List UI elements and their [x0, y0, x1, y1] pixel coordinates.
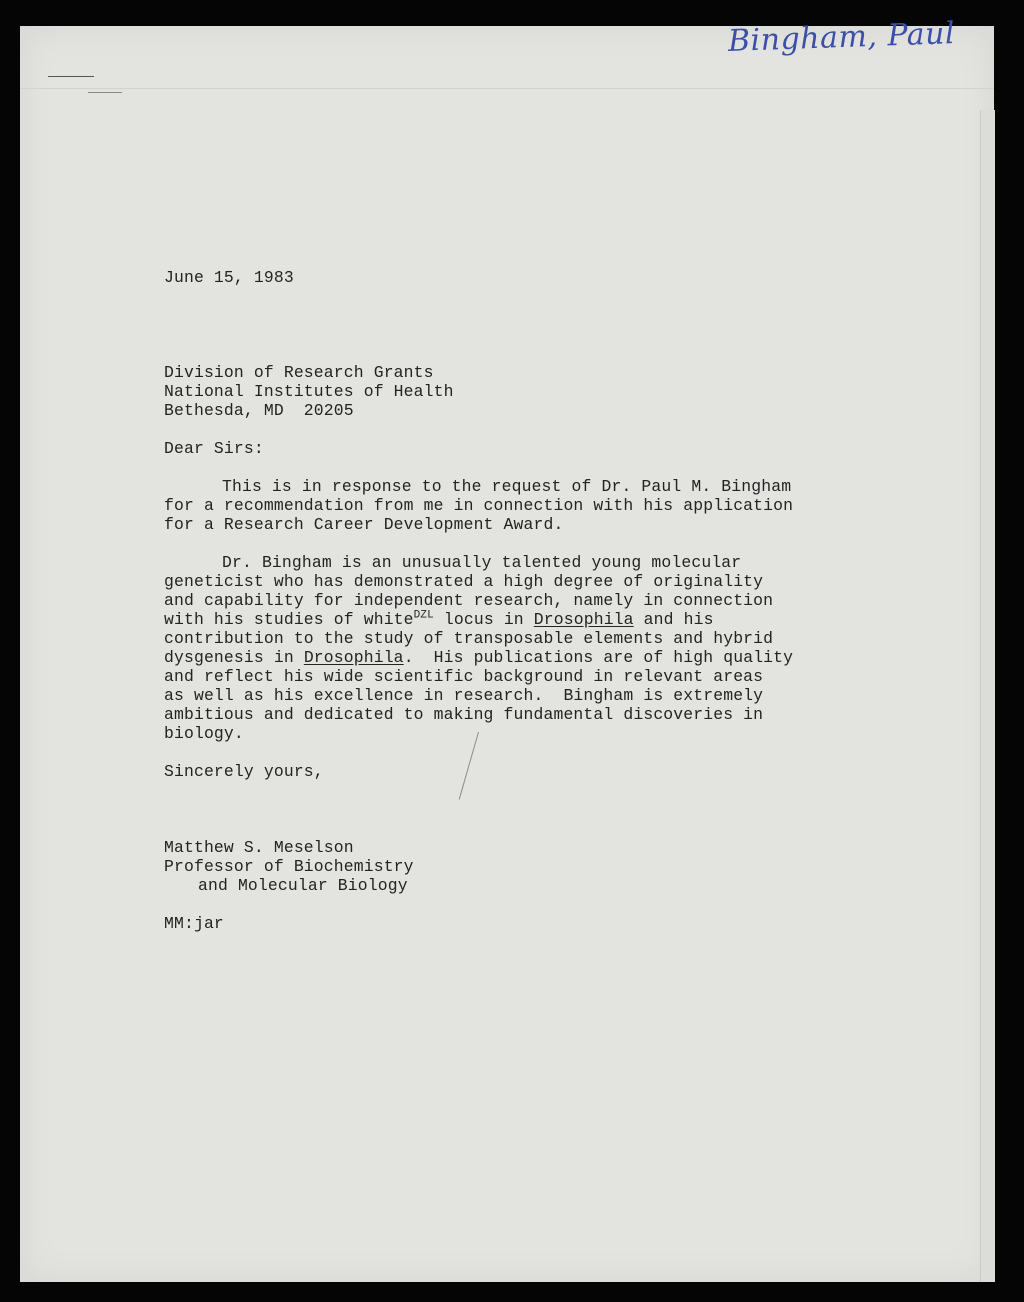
text-run: dysgenesis in — [164, 648, 304, 667]
paragraph-line — [164, 610, 924, 629]
salutation: Dear Sirs: — [164, 439, 264, 458]
paragraph-2 — [164, 553, 924, 743]
signer-title: and Molecular Biology — [198, 876, 408, 895]
letter-date: June 15, 1983 — [164, 268, 294, 287]
superscript-allele: DZL — [413, 609, 434, 622]
paragraph-line: for a Research Career Development Award. — [164, 515, 564, 534]
paragraph-line: Dr. Bingham is an unusually talented young molecular — [222, 553, 742, 572]
text-run: with his studies of white — [164, 610, 414, 629]
signature-block — [164, 838, 924, 895]
text-run: . His publications are of high quality — [403, 648, 794, 667]
handwritten-name-note: Bingham, Paul — [727, 16, 956, 59]
signer-name: Matthew S. Meselson — [164, 838, 354, 857]
paragraph-line: and capability for independent research, namely in connection — [164, 591, 774, 610]
paper-edge — [980, 110, 995, 1282]
paragraph-line: and reflect his wide scientific background in relevant areas — [164, 667, 764, 686]
paragraph-line: geneticist who has demonstrated a high degree of originality — [164, 572, 764, 591]
text-run: locus in — [433, 610, 534, 629]
recipient-address — [164, 363, 924, 420]
reference-initials: MM:jar — [164, 914, 224, 933]
address-line: Division of Research Grants — [164, 363, 434, 382]
text-run: and his — [633, 610, 714, 629]
paragraph-line: ambitious and dedicated to making fundamental discoveries in — [164, 705, 764, 724]
paragraph-line: as well as his excellence in research. Bingham is extremely — [164, 686, 764, 705]
closing: Sincerely yours, — [164, 762, 324, 781]
letter-body — [164, 268, 924, 933]
species-name-underlined: Drosophila — [303, 648, 404, 667]
paper-mark — [48, 76, 94, 77]
paragraph-1 — [164, 477, 924, 534]
species-name-underlined: Drosophila — [533, 610, 634, 629]
paragraph-line: contribution to the study of transposable elements and hybrid — [164, 629, 774, 648]
signer-title: Professor of Biochemistry — [164, 857, 414, 876]
address-line: National Institutes of Health — [164, 382, 454, 401]
paragraph-line — [164, 648, 924, 667]
paragraph-line: for a recommendation from me in connection with his application — [164, 496, 794, 515]
paragraph-line: This is in response to the request of Dr. Paul M. Bingham — [222, 477, 792, 496]
paragraph-line: biology. — [164, 724, 244, 743]
top-fold-line — [20, 88, 994, 89]
address-line: Bethesda, MD 20205 — [164, 401, 354, 420]
paper-mark — [88, 92, 122, 93]
